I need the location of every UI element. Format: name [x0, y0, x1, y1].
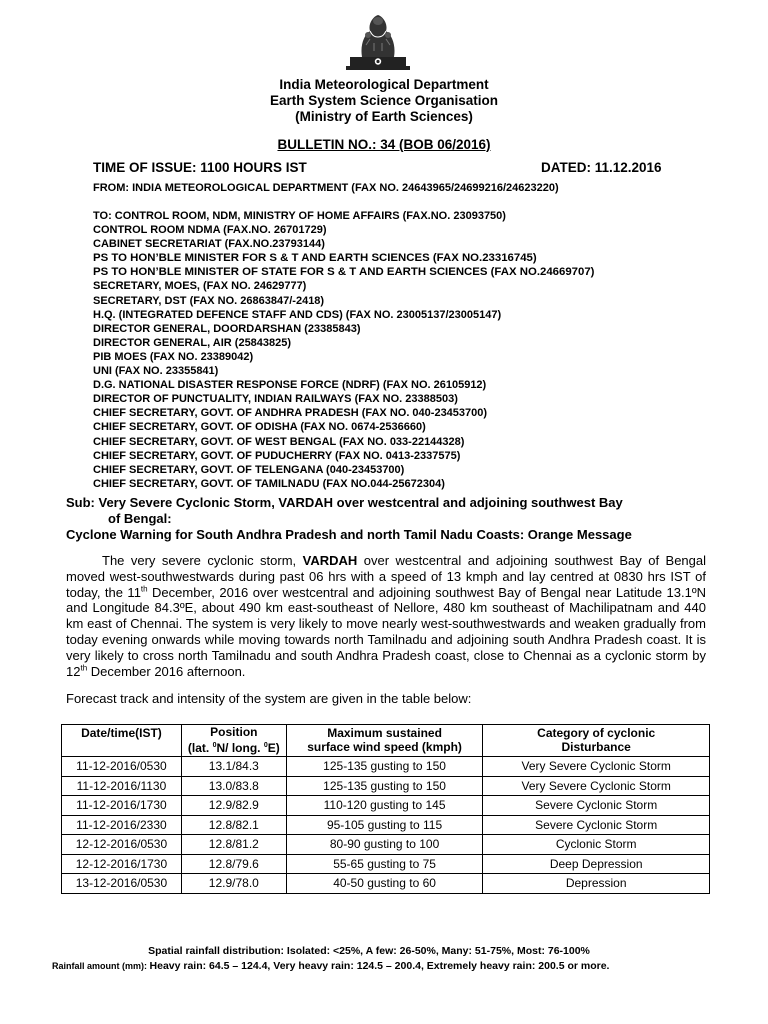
cell-position: 13.0/83.8: [181, 776, 286, 796]
header-text: (lat.: [187, 741, 213, 755]
cell-datetime: 12-12-2016/1730: [62, 854, 182, 874]
bulletin-number: [0, 137, 768, 152]
header-text: Disturbance: [561, 739, 631, 754]
cell-datetime: 13-12-2016/0530: [62, 874, 182, 894]
table-row: [62, 757, 710, 777]
cell-wind: 80-90 gusting to 100: [286, 835, 483, 855]
subject-line: Cyclone Warning for South Andhra Pradesh and north Tamil Nadu Coasts: Orange Message: [66, 527, 632, 542]
column-header-category: [483, 725, 710, 757]
recipient-item: TO: CONTROL ROOM, NDM, MINISTRY OF HOME AFFAIRS (FAX.NO. 23093750): [93, 210, 506, 222]
degree-sup: 0: [212, 742, 217, 749]
issue-date: DATED: 11.12.2016: [541, 160, 662, 175]
cell-position: 12.8/82.1: [181, 815, 286, 835]
rainfall-distribution-note: Spatial rainfall distribution: Isolated: <25%, A few: 26-50%, Many: 51-75%, Most: 76-100%: [148, 945, 590, 957]
cell-wind: 125-135 gusting to 150: [286, 757, 483, 777]
table-header-row: [62, 725, 710, 757]
recipient-item: SECRETARY, MOES, (FAX NO. 24629777): [93, 280, 307, 293]
cell-wind: 125-135 gusting to 150: [286, 776, 483, 796]
recipient-item: CHIEF SECRETARY, GOVT. OF ANDHRA PRADESH (FAX NO. 040-23453700): [93, 407, 488, 420]
recipient-item: CHIEF SECRETARY, GOVT. OF ODISHA (FAX NO. 0674-2536660): [93, 421, 426, 434]
rainfall-amount-label: Rainfall amount (mm):: [52, 961, 150, 971]
header-text: Maximum sustained: [327, 726, 442, 740]
table-row: [62, 854, 710, 874]
cell-wind: 55-65 gusting to 75: [286, 854, 483, 874]
recipient-item: D.G. NATIONAL DISASTER RESPONSE FORCE (NDRF) (FAX NO. 26105912): [93, 379, 487, 392]
recipient-list: [93, 209, 594, 491]
recipient-item: CHIEF SECRETARY, GOVT. OF PUDUCHERRY (FAX NO. 0413-2337575): [93, 449, 461, 462]
header-text: Position: [210, 724, 258, 739]
cyclone-name: VARDAH: [302, 553, 358, 568]
body-text: The very severe cyclonic storm,: [102, 553, 303, 568]
cell-wind: 110-120 gusting to 145: [286, 796, 483, 816]
body-text: December 2016 afternoon.: [87, 663, 246, 679]
bulletin-number-text: BULLETIN NO.: 34 (BOB 06/2016): [277, 137, 491, 152]
recipient-item: CHIEF SECRETARY, GOVT. OF TAMILNADU (FAX NO.044-25672304): [93, 477, 445, 490]
recipient-item: PS TO HON’BLE MINISTER FOR S & T AND EARTH SCIENCES (FAX NO.23316745): [93, 252, 537, 265]
cell-position: 12.8/79.6: [181, 854, 286, 874]
org-ministry: (Ministry of Earth Sciences): [295, 109, 473, 124]
recipient-item: CABINET SECRETARIAT (FAX.NO.23793144): [93, 238, 325, 251]
cell-category: Deep Depression: [483, 854, 710, 874]
ordinal-suffix: th: [80, 663, 88, 673]
recipient-item: PIB MOES (FAX NO. 23389042): [93, 350, 254, 363]
recipient-item: SECRETARY, DST (FAX NO. 26863847/-2418): [93, 294, 325, 307]
cell-category: Very Severe Cyclonic Storm: [483, 757, 710, 777]
cell-position: 12.8/81.2: [181, 835, 286, 855]
header-text: Category of cyclonic: [537, 726, 656, 740]
cell-position: 12.9/82.9: [181, 796, 286, 816]
ordinal-suffix: th: [140, 584, 148, 594]
body-paragraph: [66, 553, 706, 679]
cell-category: Severe Cyclonic Storm: [483, 815, 710, 835]
table-row: [62, 874, 710, 894]
cell-category: Depression: [483, 874, 710, 894]
degree-sup: 0: [263, 742, 268, 749]
time-of-issue: TIME OF ISSUE: 1100 HOURS IST: [93, 160, 307, 175]
cell-position: 12.9/78.0: [181, 874, 286, 894]
cell-wind: 95-105 gusting to 115: [286, 815, 483, 835]
header-text: N/ long.: [216, 741, 264, 755]
recipient-item: DIRECTOR OF PUNCTUALITY, INDIAN RAILWAYS (FAX NO. 23388503): [93, 393, 458, 406]
recipient-item: PS TO HON’BLE MINISTER OF STATE FOR S & T AND EARTH SCIENCES (FAX NO.24669707): [93, 266, 595, 279]
header-text: surface wind speed (kmph): [307, 739, 462, 754]
cell-datetime: 11-12-2016/1730: [62, 796, 182, 816]
recipient-item: DIRECTOR GENERAL, DOORDARSHAN (23385843): [93, 322, 361, 335]
subject-line: of Bengal:: [108, 511, 172, 526]
org-subtitle: Earth System Science Organisation: [269, 93, 499, 108]
column-header-datetime: Date/time(IST): [62, 725, 182, 757]
cell-position: 13.1/84.3: [181, 757, 286, 777]
cell-datetime: 11-12-2016/0530: [62, 757, 182, 777]
org-name: India Meteorological Department: [279, 77, 489, 92]
recipient-item: CHIEF SECRETARY, GOVT. OF TELENGANA (040-23453700): [93, 463, 405, 476]
column-header-wind: [286, 725, 483, 757]
forecast-table: [61, 724, 710, 894]
cell-category: Very Severe Cyclonic Storm: [483, 776, 710, 796]
cell-wind: 40-50 gusting to 60: [286, 874, 483, 894]
column-header-position: [181, 725, 286, 757]
rainfall-amount-text: Heavy rain: 64.5 – 124.4, Very heavy rain: 124.5 – 200.4, Extremely heavy rain: 200.5 or more.: [149, 960, 610, 972]
header-text: E): [267, 741, 280, 755]
recipient-item: DIRECTOR GENERAL, AIR (25843825): [93, 336, 292, 349]
rainfall-amount-note: [52, 960, 609, 972]
table-row: [62, 835, 710, 855]
emblem-icon: [340, 5, 416, 75]
body-text: December, 2016 over westcentral and adjoining southwest Bay of Bengal near Latitude 13.1ºN and Longitude 84.3ºE, about 490 km east-southeast of Nellore, 480 km southeast of Machilipatnam and 440 km east of Chennai. The system is very likely to move nearly west-southwestwards and weaken gradually from today evening onwards while moving towards north Tamilnadu and adjoining south Andhra Pradesh coast. It is very likely to cross north Tamilnadu and south Andhra Pradesh coast, close to Chennai as a cyclonic storm by 12: [66, 584, 706, 679]
recipient-item: UNI (FAX NO. 23355841): [93, 365, 219, 378]
body-text: over westcentral and adjoining southwest Bay of Bengal moved west-southwestwards during past 06 hrs with a speed of 13 kmph and lay centred at 0830 hrs IST of today, the 11: [66, 553, 707, 600]
table-row: [62, 815, 710, 835]
subject-line: Sub: Very Severe Cyclonic Storm, VARDAH over westcentral and adjoining southwest Bay: [66, 495, 623, 510]
table-row: [62, 796, 710, 816]
from-line: FROM: INDIA METEOROLOGICAL DEPARTMENT (FAX NO. 24643965/24699216/24623220): [93, 182, 559, 194]
cell-category: Cyclonic Storm: [483, 835, 710, 855]
cell-datetime: 12-12-2016/0530: [62, 835, 182, 855]
recipient-item: CHIEF SECRETARY, GOVT. OF WEST BENGAL (FAX NO. 033-22144328): [93, 435, 465, 448]
cell-datetime: 11-12-2016/2330: [62, 815, 182, 835]
table-row: [62, 776, 710, 796]
cell-datetime: 11-12-2016/1130: [62, 776, 182, 796]
forecast-intro: Forecast track and intensity of the system are given in the table below:: [66, 691, 472, 706]
recipient-item: CONTROL ROOM NDMA (FAX.NO. 26701729): [93, 224, 327, 237]
cell-category: Severe Cyclonic Storm: [483, 796, 710, 816]
recipient-item: H.Q. (INTEGRATED DEFENCE STAFF AND CDS) (FAX NO. 23005137/23005147): [93, 308, 502, 321]
